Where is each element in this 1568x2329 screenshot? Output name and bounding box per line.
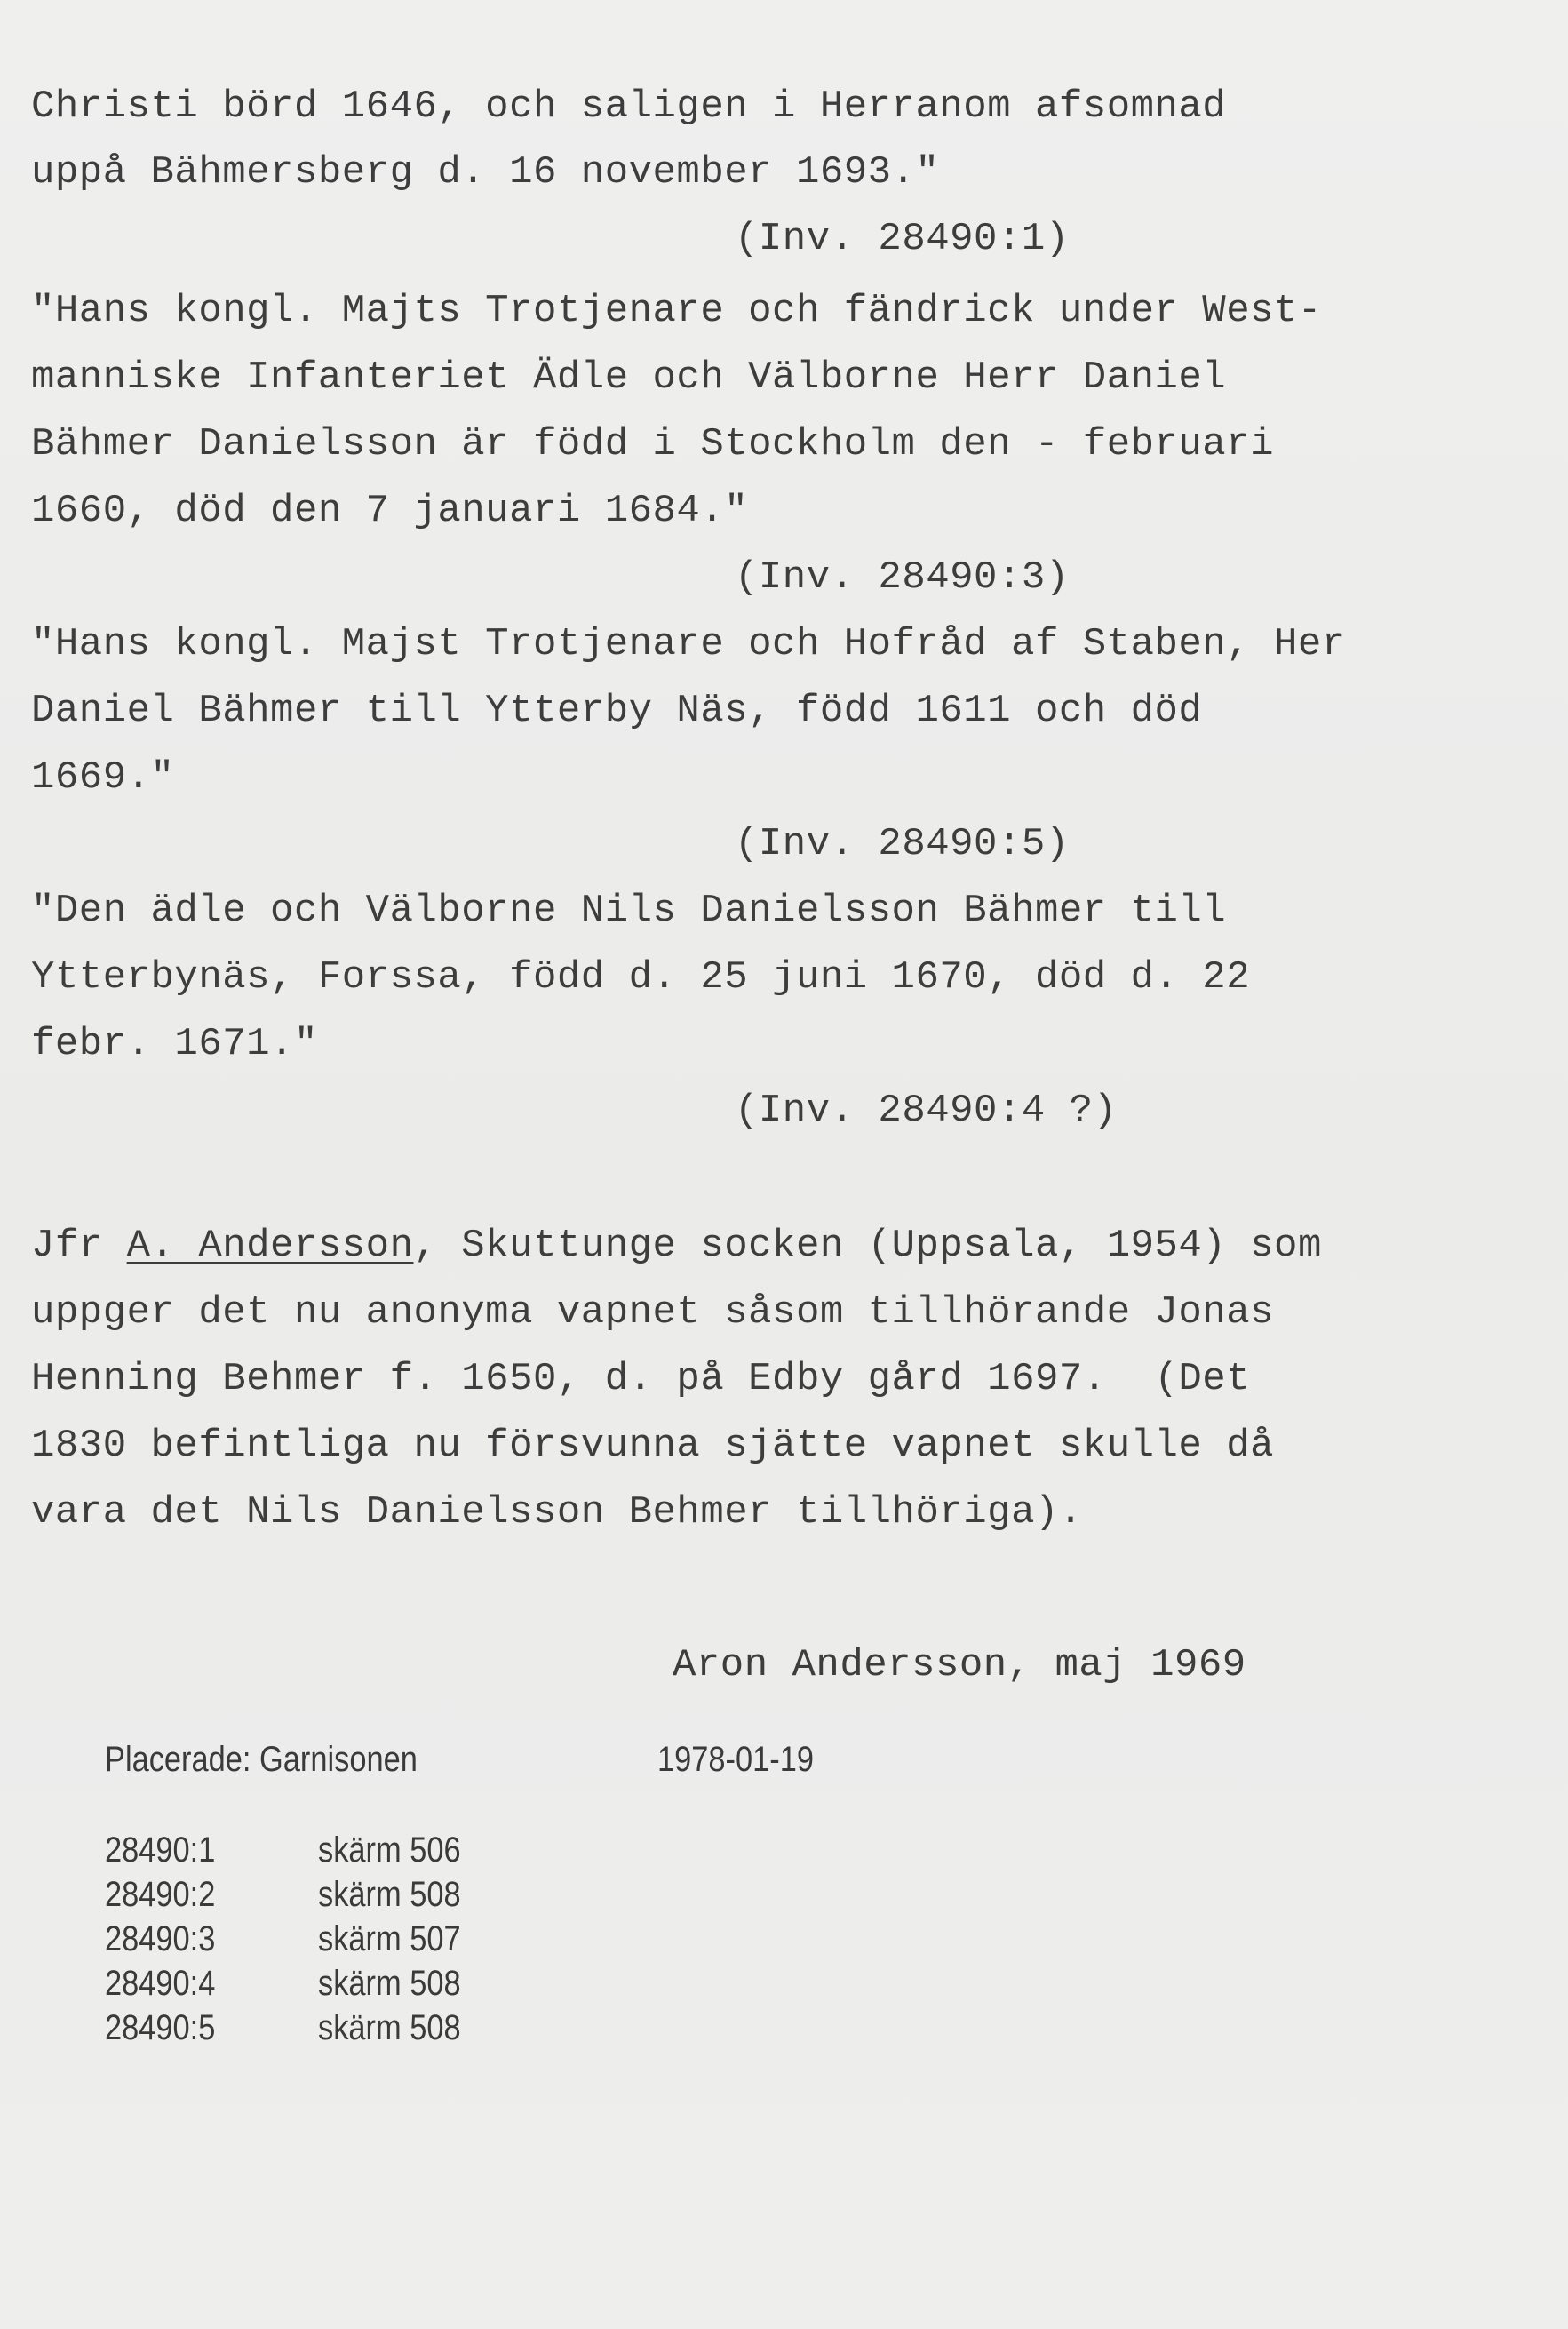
quote-1-line-1: Christi börd 1646, och saligen i Herranom afsomnad	[31, 84, 1227, 129]
placement-item-location: skärm 506	[318, 1830, 461, 1870]
placement-item-location: skärm 508	[318, 1964, 461, 2003]
placement-item-inv: 28490:2	[105, 1875, 216, 1914]
placement-item-location: skärm 508	[318, 1875, 461, 1914]
quote-2-line-3: Bähmer Danielsson är född i Stockholm den - februari	[31, 422, 1275, 467]
placement-item-inv: 28490:4	[105, 1964, 216, 2003]
quote-3-line-3: 1669."	[31, 755, 175, 800]
cited-author: A. Andersson	[126, 1224, 414, 1268]
note-line-2: uppger det nu anonyma vapnet såsom tillhörande Jonas	[31, 1290, 1275, 1335]
placement-item-inv: 28490:1	[105, 1830, 216, 1870]
quote-3-reference: (Inv. 28490:5)	[735, 822, 1070, 866]
note-line-1-rest: , Skuttunge socken (Uppsala, 1954) som	[413, 1224, 1322, 1268]
note-prefix: Jfr	[31, 1224, 127, 1268]
placement-item-inv: 28490:5	[105, 2008, 216, 2047]
quote-2-line-2: manniske Infanteriet Ädle och Välborne Herr Daniel	[31, 355, 1227, 400]
placement-item-location: skärm 508	[318, 2008, 461, 2047]
quote-1-line-2: uppå Bähmersberg d. 16 november 1693."	[31, 150, 940, 195]
quote-2-reference: (Inv. 28490:3)	[735, 555, 1070, 600]
quote-4-line-1: "Den ädle och Välborne Nils Danielsson Bähmer till	[31, 889, 1227, 933]
note-line-4: 1830 befintliga nu försvunna sjätte vapnet skulle då	[31, 1424, 1275, 1468]
placement-item-inv: 28490:3	[105, 1919, 216, 1958]
placement-date: 1978-01-19	[657, 1740, 814, 1779]
quote-4-line-3: febr. 1671."	[31, 1022, 318, 1066]
quote-4-reference: (Inv. 28490:4 ?)	[735, 1089, 1118, 1133]
placement-item-location: skärm 507	[318, 1919, 461, 1958]
note-line-1	[31, 1224, 1322, 1268]
quote-1-reference: (Inv. 28490:1)	[735, 217, 1070, 261]
note-line-5: vara det Nils Danielsson Behmer tillhöriga).	[31, 1490, 1083, 1535]
placement-label: Placerade: Garnisonen	[105, 1740, 418, 1779]
quote-2-line-1: "Hans kongl. Majts Trotjenare och fändrick under West-	[31, 289, 1322, 333]
note-line-3: Henning Behmer f. 1650, d. på Edby gård 1697. (Det	[31, 1357, 1251, 1401]
quote-3-line-2: Daniel Bähmer till Ytterby Näs, född 1611 och död	[31, 689, 1203, 733]
quote-3-line-1: "Hans kongl. Majst Trotjenare och Hofråd af Staben, Her	[31, 622, 1346, 666]
signature: Aron Andersson, maj 1969	[673, 1643, 1246, 1687]
quote-2-line-4: 1660, död den 7 januari 1684."	[31, 489, 749, 533]
quote-4-line-2: Ytterbynäs, Forssa, född d. 25 juni 1670, död d. 22	[31, 955, 1251, 1000]
